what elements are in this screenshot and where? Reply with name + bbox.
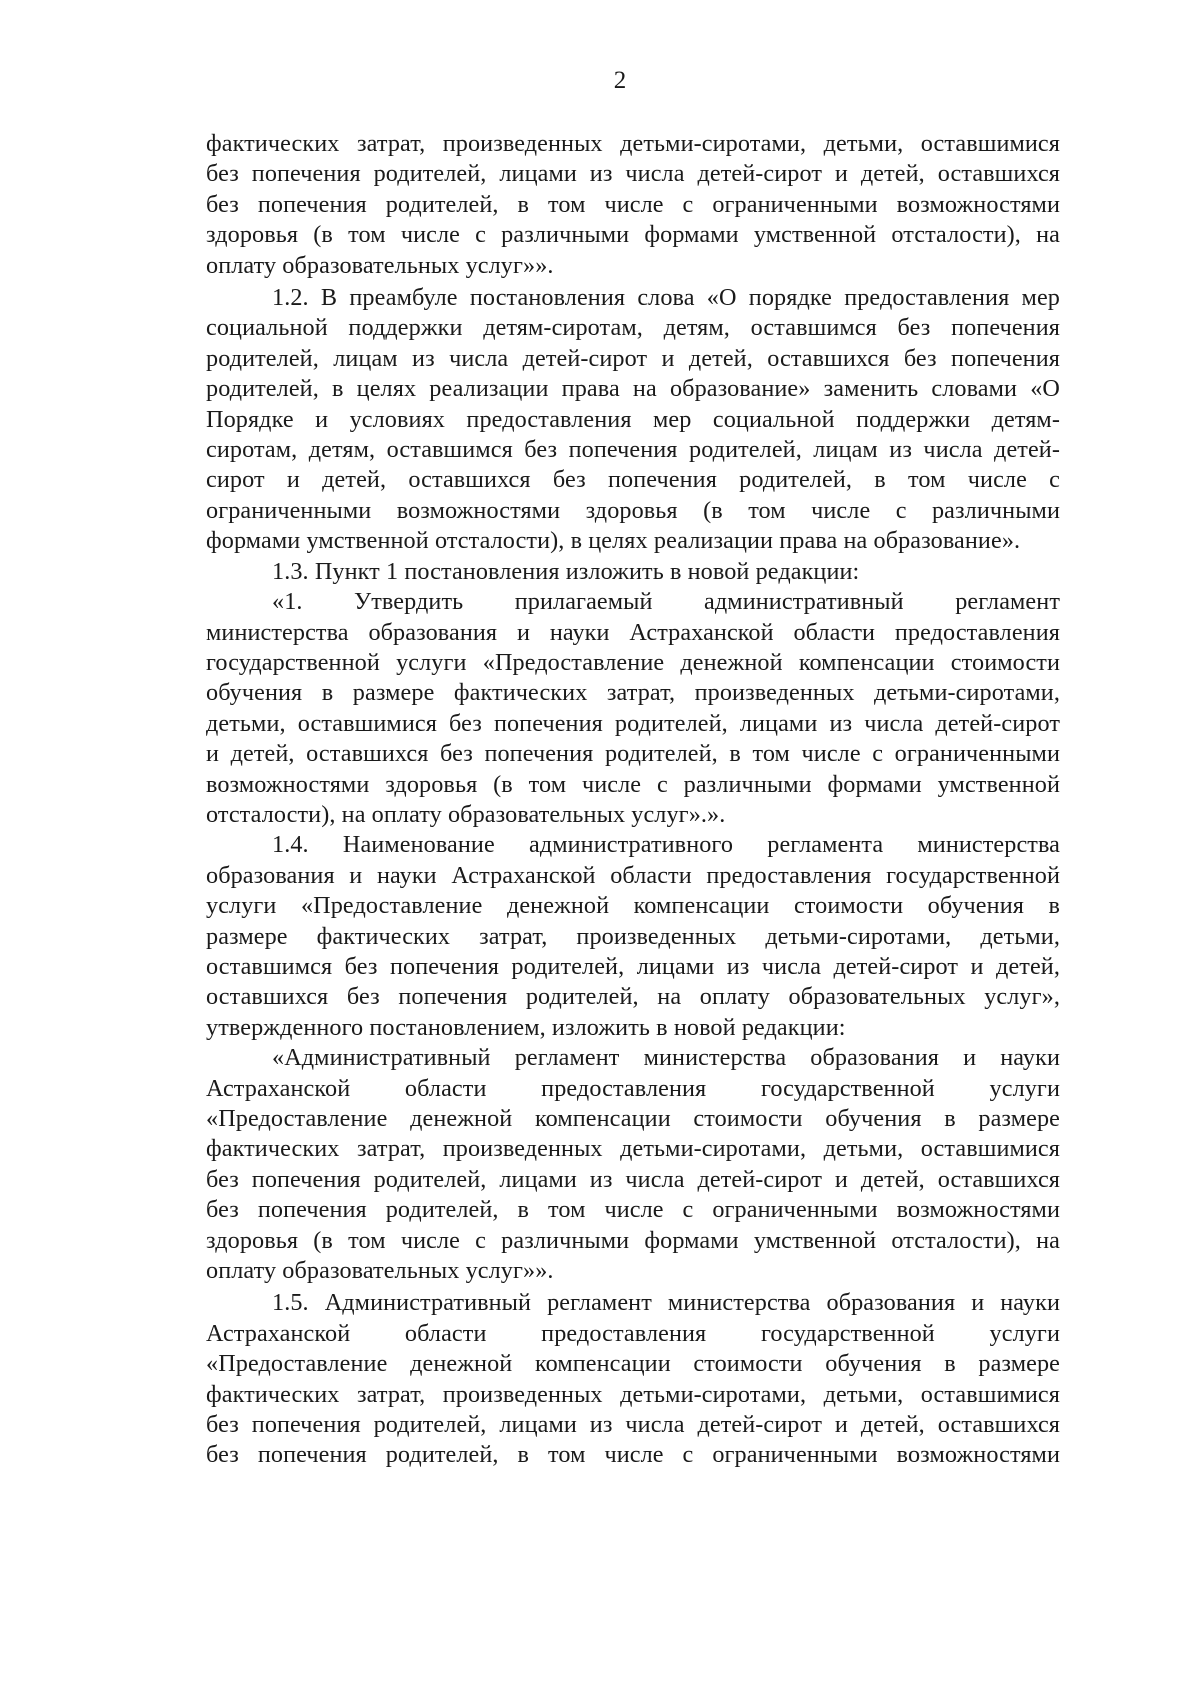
paragraph-1-2-first-line: 1.2. В преамбуле постановления слова «О порядке предоставления мер <box>272 284 1060 312</box>
document-body <box>206 129 1060 1471</box>
text-line: ограниченными возможностями здоровья (в том числе с различными <box>206 496 1060 524</box>
text-line: отсталости), на оплату образовательных услуг».». <box>206 800 726 828</box>
text-line: услуги «Предоставление денежной компенсации стоимости обучения в <box>206 892 1060 920</box>
text-line: «Предоставление денежной компенсации стоимости обучения в размере <box>206 1350 1060 1378</box>
text-line: без попечения родителей, лицами из числа детей-сирот и детей, оставшихся <box>206 1165 1060 1193</box>
text-line: возможностями здоровья (в том числе с различными формами умственной <box>206 770 1060 798</box>
text-line: оплату образовательных услуг»». <box>206 1257 554 1285</box>
paragraph-1-4-first-line: 1.4. Наименование административного регламента министерства <box>272 831 1060 859</box>
text-line: оставшихся без попечения родителей, на оплату образовательных услуг», <box>206 983 1060 1011</box>
text-line: без попечения родителей, в том числе с ограниченными возможностями <box>206 1441 1060 1469</box>
text-line: размере фактических затрат, произведенных детьми-сиротами, детьми, <box>206 922 1060 950</box>
text-line: оплату образовательных услуг»». <box>206 251 554 279</box>
text-line: формами умственной отсталости), в целях реализации права на образование». <box>206 527 1021 555</box>
paragraph-1-5-first-line: 1.5. Административный регламент министерства образования и науки <box>272 1289 1060 1317</box>
text-line: государственной услуги «Предоставление денежной компенсации стоимости <box>206 648 1060 676</box>
text-line: Порядке и условиях предоставления мер социальной поддержки детям- <box>206 405 1060 433</box>
text-line: Астраханской области предоставления государственной услуги <box>206 1074 1060 1102</box>
text-line: родителей, в целях реализации права на образование» заменить словами «О <box>206 375 1060 403</box>
text-line: образования и науки Астраханской области предоставления государственной <box>206 861 1060 889</box>
text-line: детьми, оставшимися без попечения родителей, лицами из числа детей-сирот <box>206 709 1060 737</box>
text-line: сирот и детей, оставшихся без попечения родителей, в том числе с <box>206 466 1060 494</box>
paragraph-1-3-first-line: 1.3. Пункт 1 постановления изложить в новой редакции: <box>272 557 860 585</box>
text-line: обучения в размере фактических затрат, произведенных детьми-сиротами, <box>206 679 1060 707</box>
text-line: фактических затрат, произведенных детьми-сиротами, детьми, оставшимися <box>206 1380 1060 1408</box>
text-line: министерства образования и науки Астраханской области предоставления <box>206 618 1060 646</box>
text-line: без попечения родителей, лицами из числа детей-сирот и детей, оставшихся <box>206 1411 1060 1439</box>
text-line: здоровья (в том числе с различными формами умственной отсталости), на <box>206 1226 1060 1254</box>
text-line: фактических затрат, произведенных детьми-сиротами, детьми, оставшимися <box>206 130 1060 157</box>
text-line: оставшимся без попечения родителей, лицами из числа детей-сирот и детей, <box>206 952 1060 980</box>
text-line: без попечения родителей, лицами из числа детей-сирот и детей, оставшихся <box>206 160 1060 188</box>
quoted-paragraph-first-line: «1. Утвердить прилагаемый административный регламент <box>272 588 1060 616</box>
text-line: фактических затрат, произведенных детьми-сиротами, детьми, оставшимися <box>206 1135 1060 1163</box>
text-line: родителей, лицам из числа детей-сирот и детей, оставшихся без попечения <box>206 344 1060 372</box>
text-line: утвержденного постановлением, изложить в новой редакции: <box>206 1013 846 1041</box>
quoted-title-first-line: «Административный регламент министерства образования и науки <box>272 1044 1060 1072</box>
page-number: 2 <box>613 67 627 94</box>
text-line: без попечения родителей, в том числе с ограниченными возможностями <box>206 190 1060 218</box>
text-line: здоровья (в том числе с различными формами умственной отсталости), на <box>206 221 1060 249</box>
text-line: Астраханской области предоставления государственной услуги <box>206 1319 1060 1347</box>
text-line: социальной поддержки детям-сиротам, детям, оставшимся без попечения <box>206 314 1060 342</box>
text-line: без попечения родителей, в том числе с ограниченными возможностями <box>206 1196 1060 1224</box>
text-line: сиротам, детям, оставшимся без попечения родителей, лицам из числа детей- <box>206 436 1060 464</box>
text-line: «Предоставление денежной компенсации стоимости обучения в размере <box>206 1105 1060 1132</box>
text-line: и детей, оставшихся без попечения родителей, в том числе с ограниченными <box>206 740 1060 768</box>
